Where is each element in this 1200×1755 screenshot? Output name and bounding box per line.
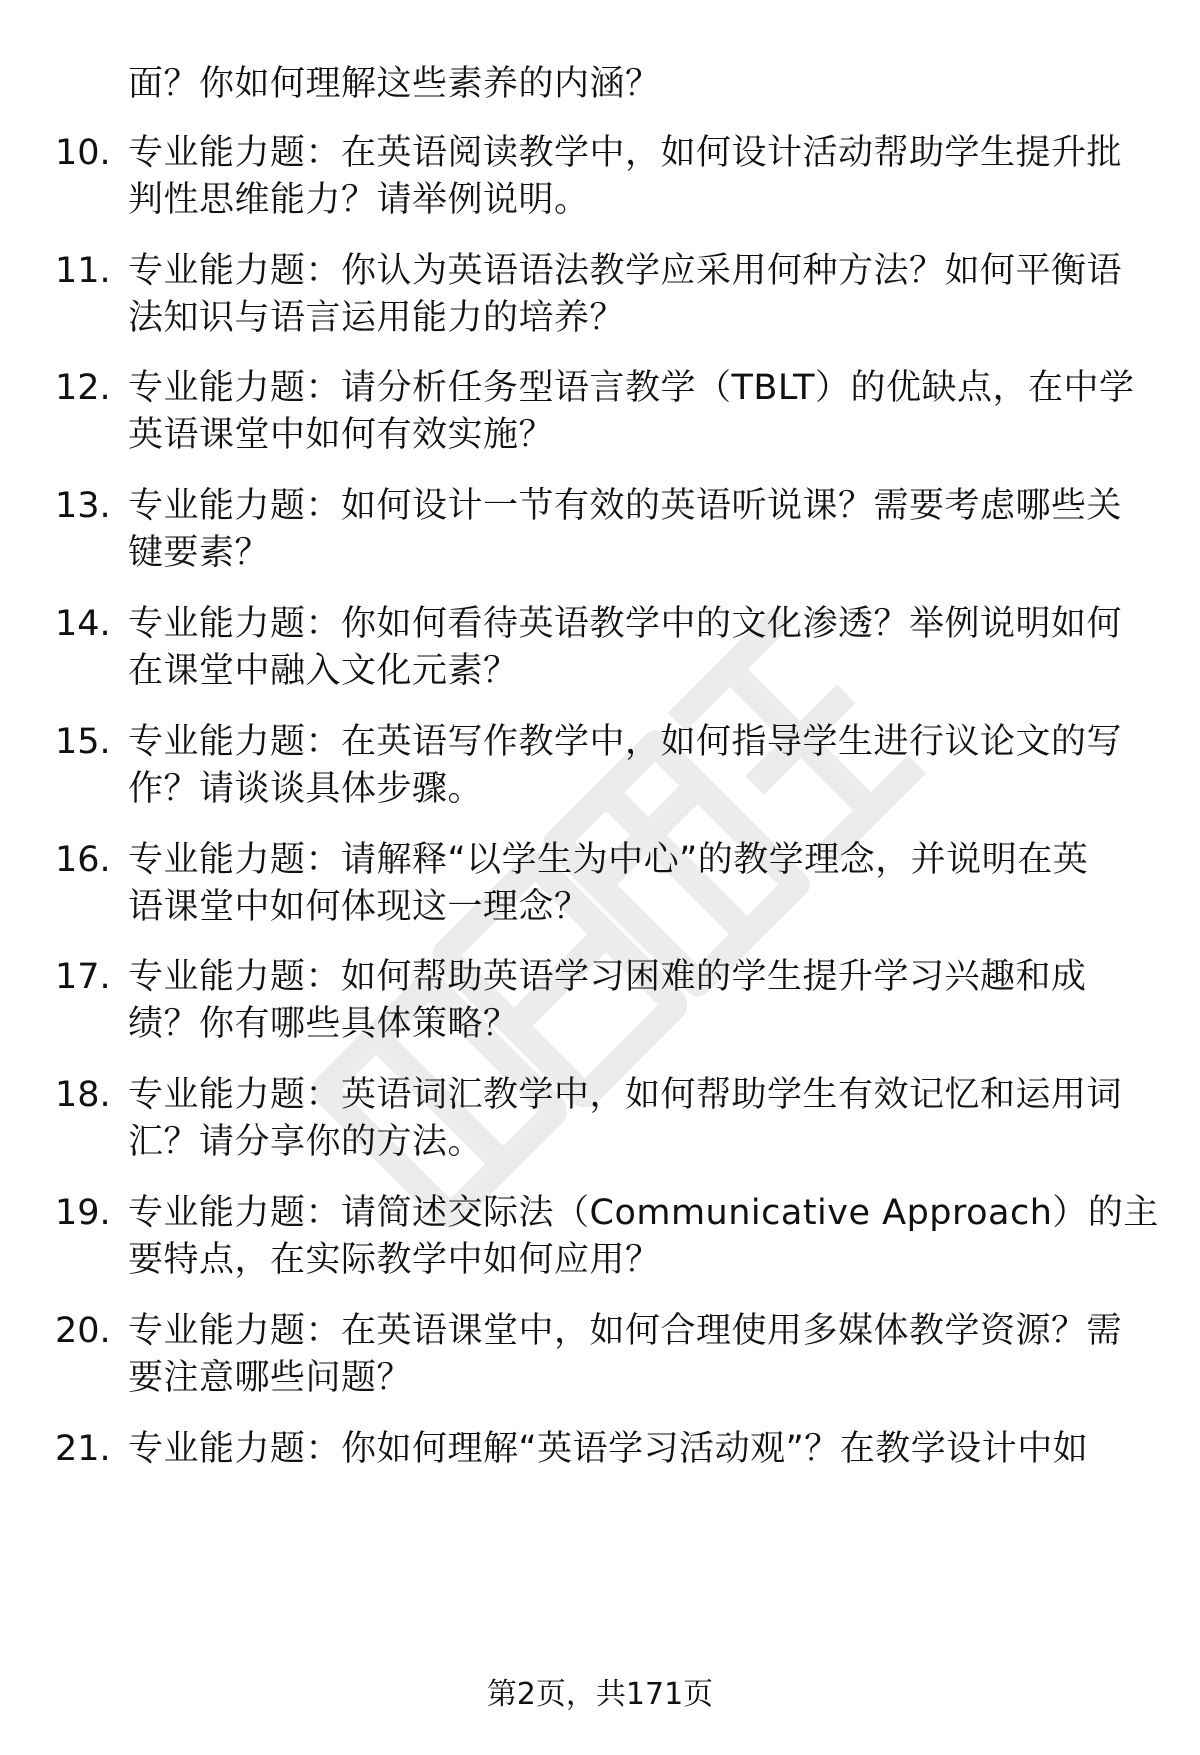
question-text-line2: 判性思维能力？请举例说明。	[128, 180, 590, 220]
question-number: 19.	[55, 1193, 111, 1233]
question-text-line1: 专业能力题：在英语课堂中，如何合理使用多媒体教学资源？需	[128, 1311, 1123, 1351]
question-text-line1: 专业能力题：在英语写作教学中，如何指导学生进行议论文的写	[128, 722, 1123, 762]
question-text-line1: 专业能力题：你如何理解“英语学习活动观”？在教学设计中如	[128, 1429, 1089, 1469]
question-number: 16.	[55, 840, 111, 880]
question-number: 21.	[55, 1429, 111, 1469]
question-text-line2: 绩？你有哪些具体策略？	[128, 1004, 519, 1044]
question-text-line1: 专业能力题：如何帮助英语学习困难的学生提升学习兴趣和成	[128, 957, 1087, 997]
question-text-line1: 专业能力题：请分析任务型语言教学（TBLT）的优缺点，在中学	[128, 368, 1135, 408]
question-text-line2: 汇？请分享你的方法。	[128, 1122, 484, 1162]
question-number: 17.	[55, 957, 111, 997]
question-number: 14.	[55, 604, 111, 644]
question-text-line1: 专业能力题：你认为英语语法教学应采用何种方法？如何平衡语	[128, 251, 1123, 291]
question-text-line2: 作？请谈谈具体步骤。	[128, 769, 484, 809]
question-number: 10.	[55, 133, 111, 173]
question-text-line1: 专业能力题：请简述交际法（Communicative Approach）的主	[128, 1193, 1159, 1233]
question-text-line2: 要特点，在实际教学中如何应用？	[128, 1240, 661, 1280]
question-number: 20.	[55, 1311, 111, 1351]
question-number: 12.	[55, 368, 111, 408]
question-number: 11.	[55, 251, 111, 291]
question-number: 13.	[55, 486, 111, 526]
question-text-line2: 法知识与语言运用能力的培养？	[128, 298, 626, 338]
intro-continuation-line: 面？你如何理解这些素养的内涵？	[128, 64, 661, 104]
question-text-line1: 专业能力题：英语词汇教学中，如何帮助学生有效记忆和运用词	[128, 1075, 1123, 1115]
question-text-line1: 专业能力题：如何设计一节有效的英语听说课？需要考虑哪些关	[128, 486, 1123, 526]
question-text-line1: 专业能力题：你如何看待英语教学中的文化渗透？举例说明如何	[128, 604, 1123, 644]
question-text-line2: 要注意哪些问题？	[128, 1358, 413, 1398]
question-text-line1: 专业能力题：在英语阅读教学中，如何设计活动帮助学生提升批	[128, 133, 1123, 173]
question-text-line1: 专业能力题：请解释“以学生为中心”的教学理念，并说明在英	[128, 840, 1089, 880]
question-text-line2: 键要素？	[128, 533, 271, 573]
question-text-line2: 英语课堂中如何有效实施？	[128, 415, 555, 455]
question-number: 15.	[55, 722, 111, 762]
page-footer: 第2页，共171页	[486, 1677, 714, 1712]
question-number: 18.	[55, 1075, 111, 1115]
question-text-line2: 语课堂中如何体现这一理念？	[128, 887, 590, 927]
question-text-line2: 在课堂中融入文化元素？	[128, 651, 519, 691]
